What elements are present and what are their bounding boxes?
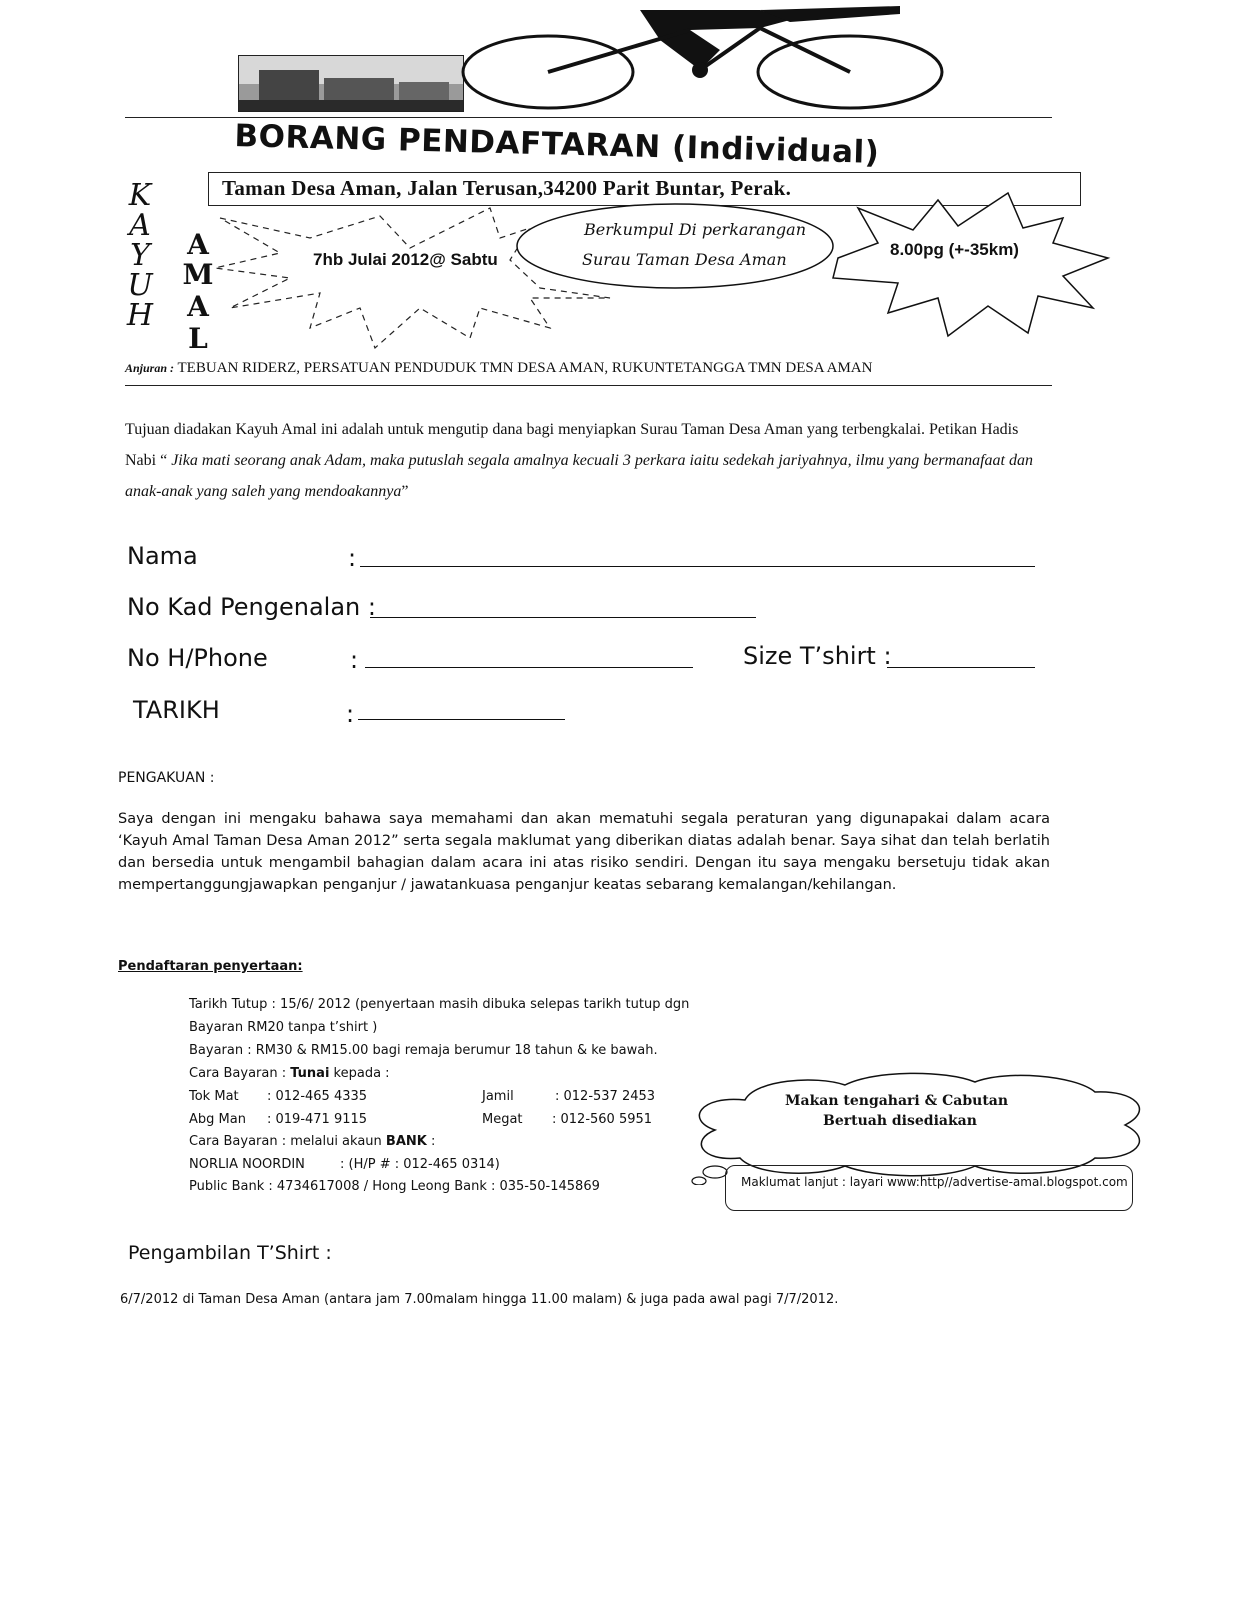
tshirt-pickup-title: Pengambilan T’Shirt : <box>128 1242 332 1264</box>
kayuh-letter: Y <box>130 238 150 273</box>
assembly-ellipse <box>510 200 840 292</box>
tshirt-size-label: Size T’shirt : <box>743 642 892 670</box>
more-info-link[interactable]: Maklumat lanjut : layari www:http//advertise-amal.blogspot.com <box>741 1175 1128 1189</box>
organiser-names: TEBUAN RIDERZ, PERSATUAN PENDUDUK TMN DESA AMAN, RUKUNTETANGGA TMN DESA AMAN <box>177 360 873 376</box>
account-phone: : (H/P # : 012-465 0314) <box>340 1157 500 1172</box>
contact-name: Tok Mat <box>189 1089 239 1104</box>
cash-payment <box>189 1066 390 1081</box>
header-rule-bottom <box>125 385 1052 386</box>
assembly-line-2: Surau Taman Desa Aman <box>582 250 787 269</box>
kayuh-letter: H <box>126 298 154 333</box>
contact-name: Jamil <box>482 1089 514 1104</box>
closing-date: Tarikh Tutup : 15/6/ 2012 (penyertaan masih dibuka selepas tarikh tutup dgn <box>189 997 690 1012</box>
lunch-lucky-draw-line2: Bertuah disediakan <box>823 1113 977 1129</box>
contact-name: Abg Man <box>189 1112 246 1127</box>
contact-phone: : 012-537 2453 <box>555 1089 656 1104</box>
phone-label: No H/Phone <box>127 644 268 672</box>
organiser-label: Anjuran : <box>125 361 175 375</box>
contact-name: Megat <box>482 1112 523 1127</box>
registration-title: Pendaftaran penyertaan: <box>118 959 303 974</box>
contact-phone: : 012-560 5951 <box>552 1112 653 1127</box>
surau-photo <box>238 55 464 112</box>
bicycle-icon <box>460 0 950 110</box>
bank-suffix: : <box>426 1134 436 1149</box>
fee-info: Bayaran : RM30 & RM15.00 bagi remaja berumur 18 tahun & ke bawah. <box>189 1043 658 1058</box>
ic-field[interactable] <box>370 617 756 618</box>
bank-prefix: Cara Bayaran : melalui akaun <box>189 1134 386 1149</box>
cash-suffix: kepada : <box>329 1066 390 1081</box>
field-colon: : <box>348 544 357 572</box>
bank-accounts: Public Bank : 4734617008 / Hong Leong Bank : 035-50-145869 <box>189 1179 600 1194</box>
cash-bold: Tunai <box>290 1066 330 1081</box>
lunch-lucky-draw-line1: Makan tengahari & Cabutan <box>785 1093 1009 1109</box>
tarikh-field[interactable] <box>358 719 565 720</box>
bank-bold: BANK <box>385 1134 427 1149</box>
event-address: Taman Desa Aman, Jalan Terusan,34200 Parit Buntar, Perak. <box>222 176 792 200</box>
ic-label: No Kad Pengenalan : <box>127 593 376 621</box>
closing-date-note: Bayaran RM20 tanpa t’shirt ) <box>189 1020 378 1035</box>
field-colon: : <box>350 646 359 674</box>
nama-label: Nama <box>127 542 198 570</box>
quote-close: ” <box>401 483 409 500</box>
declaration-title: PENGAKUAN : <box>118 770 215 786</box>
bank-payment <box>189 1134 435 1149</box>
phone-field[interactable] <box>365 667 693 668</box>
amal-letter: A <box>187 228 209 261</box>
amal-letter: L <box>188 322 208 355</box>
kayuh-letter: A <box>129 208 151 243</box>
event-date: 7hb Julai 2012@ Sabtu <box>313 250 498 269</box>
hadith-quote: Jika mati seorang anak Adam, maka putuslah segala amalnya kecuali 3 perkara iaitu sedekah jariyahnya, ilmu yang bermanafaat dan anak-anak yang saleh yang mendoakannya <box>125 452 1033 500</box>
purpose-paragraph <box>125 414 1050 507</box>
amal-letter: A <box>187 290 209 323</box>
kayuh-letter: K <box>128 178 152 213</box>
declaration-text: Saya dengan ini mengaku bahawa saya memahami dan akan mematuhi segala peraturan yang digunapakai dalam acara ‘Kayuh Amal Taman Desa Aman 2012” serta segala maklumat yang diberikan diatas adalah benar. Saya sihat dan telah berlatih dan bersedia untuk mengambil bahagian dalam acara ini atas risiko sendiri. Dengan itu saya mengaku bersetuju tidak akan mempertanggungjawapkan penganjur / jawatankuasa penganjur keatas sebarang kemalangan/kehilangan. <box>118 811 1050 893</box>
contact-phone: : 019-471 9115 <box>267 1112 368 1127</box>
event-time: 8.00pg (+-35km) <box>890 240 1019 259</box>
nama-field[interactable] <box>360 566 1035 567</box>
time-starburst <box>818 188 1113 338</box>
account-name: NORLIA NOORDIN <box>189 1157 305 1172</box>
cash-prefix: Cara Bayaran : <box>189 1066 291 1081</box>
tshirt-size-field[interactable] <box>887 667 1035 668</box>
kayuh-letter: U <box>127 268 153 303</box>
field-colon: : <box>346 700 355 728</box>
tshirt-pickup-text: 6/7/2012 di Taman Desa Aman (antara jam 7.00malam hingga 11.00 malam) & juga pada awal pagi 7/7/2012. <box>120 1292 839 1307</box>
tarikh-label: TARIKH <box>133 696 220 724</box>
amal-letter: M <box>182 258 214 291</box>
organiser-line <box>125 360 872 377</box>
form-title: BORANG PENDAFTARAN (Individual) <box>234 118 880 171</box>
assembly-line-1: Berkumpul Di perkarangan <box>584 220 806 239</box>
purpose-intro: Tujuan diadakan Kayuh Amal ini adalah untuk mengutip dana bagi menyiapkan Surau Taman Desa Aman yang terbengkalai. Petikan Hadis Nabi “ <box>125 421 1019 469</box>
contact-phone: : 012-465 4335 <box>267 1089 368 1104</box>
